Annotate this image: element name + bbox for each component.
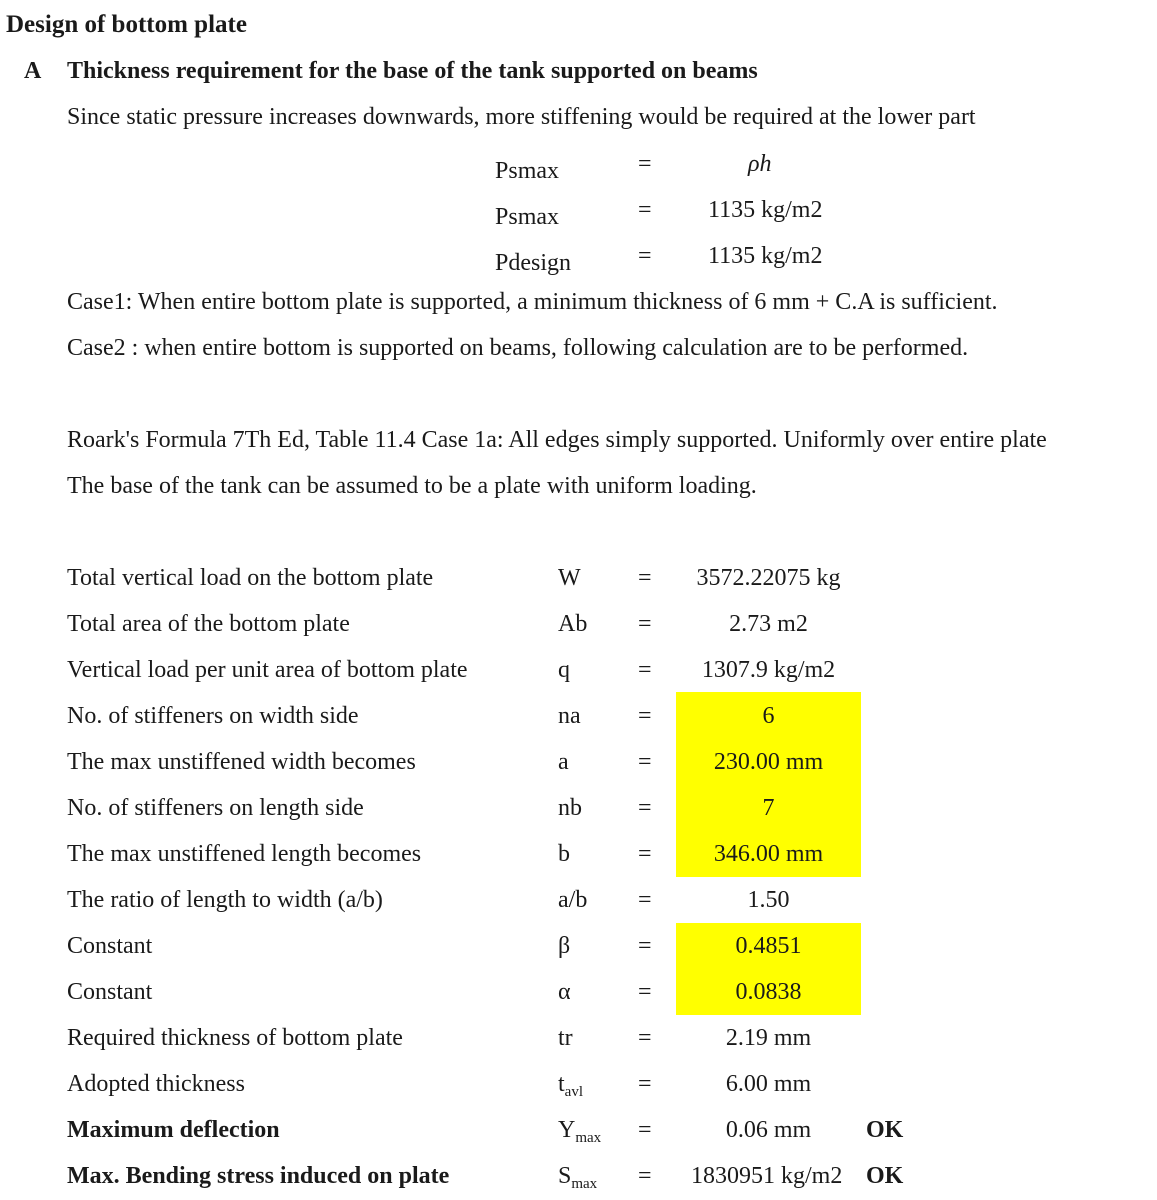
- row-label: No. of stiffeners on width side: [67, 703, 359, 729]
- row-value: 346.00 mm: [713, 841, 824, 867]
- row-symbol: $S_{max}$: [558, 1163, 598, 1192]
- row-label: Total area of the bottom plate: [67, 611, 350, 637]
- equals-sign: =: [638, 887, 652, 913]
- assumption-text: The base of the tank can be assumed to be a plate with uniform loading.: [67, 473, 757, 499]
- row-value: 0.4851: [735, 933, 802, 959]
- equals-sign: =: [638, 151, 652, 177]
- pdesign-label: Pdesign: [495, 250, 572, 276]
- row-label: The max unstiffened length becomes: [67, 841, 422, 867]
- row-symbol: $t_{avl}$: [558, 1071, 583, 1100]
- intro-text: Since static pressure increases downwards, more stiffening would be required at the lower part: [67, 104, 976, 130]
- status-ok: OK: [866, 1117, 904, 1143]
- equals-sign: =: [638, 703, 652, 729]
- row-label: The ratio of length to width (a/b): [67, 887, 383, 913]
- row-symbol: W: [558, 565, 581, 591]
- row-symbol: b: [558, 841, 570, 867]
- psmax-label: Psmax: [495, 204, 560, 230]
- row-label: Adopted thickness: [67, 1071, 245, 1097]
- row-symbol: Ab: [558, 611, 588, 637]
- row-symbol: β: [558, 933, 571, 959]
- row-symbol: tr: [558, 1025, 573, 1051]
- row-label: Constant: [67, 979, 153, 1005]
- row-label: Required thickness of bottom plate: [67, 1025, 403, 1051]
- status-ok: OK: [866, 1163, 904, 1189]
- section-letter: A: [24, 58, 42, 84]
- row-symbol: q: [558, 657, 570, 683]
- equals-sign: =: [638, 565, 652, 591]
- row-value: 1.50: [747, 887, 790, 913]
- pdesign-value: 1135 kg/m2: [708, 243, 823, 269]
- equals-sign: =: [638, 197, 652, 223]
- row-label: Vertical load per unit area of bottom plate: [67, 657, 468, 683]
- row-symbol: nb: [558, 795, 582, 821]
- row-value: 2.73 m2: [729, 611, 808, 637]
- psmax-label: Psmax: [495, 158, 560, 184]
- row-label: Constant: [67, 933, 153, 959]
- row-value: 1830951 kg/m2: [691, 1163, 843, 1189]
- row-label: Maximum deflection: [67, 1117, 280, 1143]
- page-title: Design of bottom plate: [6, 11, 247, 38]
- row-value: 6: [762, 703, 775, 729]
- equals-sign: =: [638, 1117, 652, 1143]
- row-value: 7: [762, 795, 775, 821]
- row-symbol: na: [558, 703, 581, 729]
- equals-sign: =: [638, 1025, 652, 1051]
- equals-sign: =: [638, 749, 652, 775]
- row-symbol: a: [558, 749, 569, 775]
- equals-sign: =: [638, 933, 652, 959]
- equals-sign: =: [638, 1071, 652, 1097]
- row-label: The max unstiffened width becomes: [67, 749, 416, 775]
- equals-sign: =: [638, 979, 652, 1005]
- row-symbol: a/b: [558, 887, 588, 913]
- case2-text: Case2 : when entire bottom is supported on beams, following calculation are to be performed.: [67, 335, 969, 361]
- row-value: 0.06 mm: [725, 1117, 812, 1143]
- equals-sign: =: [638, 611, 652, 637]
- reference-text: Roark's Formula 7Th Ed, Table 11.4 Case 1a: All edges simply supported. Uniformly over entire plate: [67, 427, 1047, 453]
- row-value: 2.19 mm: [725, 1025, 812, 1051]
- row-label: Max. Bending stress induced on plate: [67, 1163, 450, 1189]
- equals-sign: =: [638, 657, 652, 683]
- equals-sign: =: [638, 243, 652, 269]
- case1-text: Case1: When entire bottom plate is supported, a minimum thickness of 6 mm + C.A is sufficient.: [67, 289, 998, 315]
- section-title: Thickness requirement for the base of the tank supported on beams: [67, 58, 758, 84]
- row-value: 3572.22075 kg: [696, 565, 841, 591]
- equals-sign: =: [638, 795, 652, 821]
- row-label: Total vertical load on the bottom plate: [67, 565, 434, 591]
- row-label: No. of stiffeners on length side: [67, 795, 364, 821]
- psmax-value: 1135 kg/m2: [708, 197, 823, 223]
- psmax-formula: ρh: [748, 151, 772, 177]
- row-value: 230.00 mm: [713, 749, 824, 775]
- row-value: 0.0838: [735, 979, 802, 1005]
- row-symbol: $Y_{max}$: [558, 1117, 602, 1146]
- equals-sign: =: [638, 841, 652, 867]
- row-value: 6.00 mm: [725, 1071, 812, 1097]
- equals-sign: =: [638, 1163, 652, 1189]
- row-value: 1307.9 kg/m2: [701, 657, 836, 683]
- row-symbol: α: [558, 979, 571, 1005]
